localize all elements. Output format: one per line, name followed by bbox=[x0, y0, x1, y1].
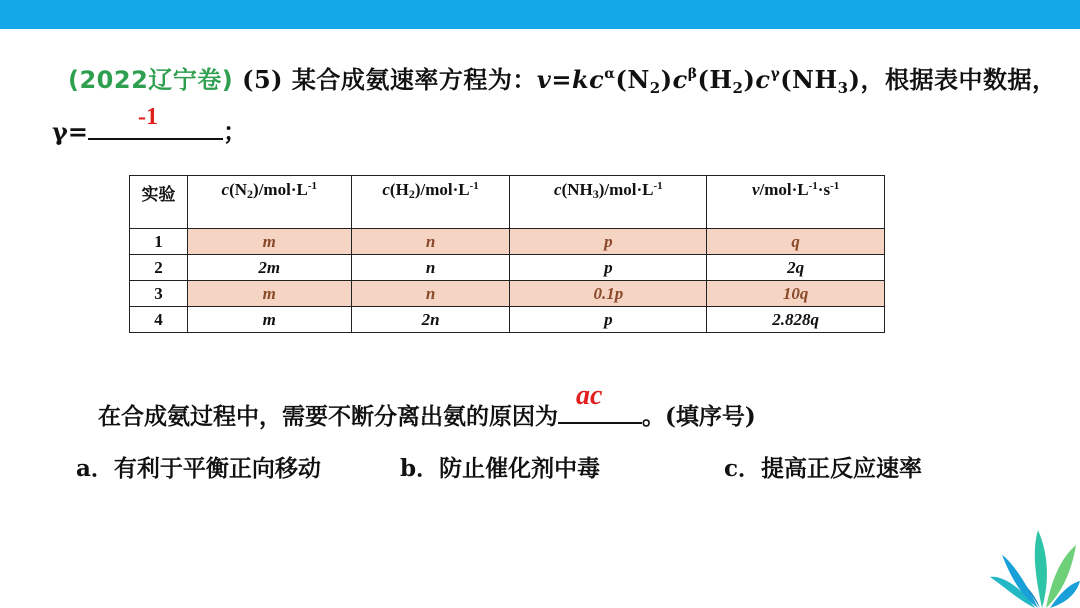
cell-c-n2: m bbox=[187, 307, 351, 333]
row-index: 3 bbox=[130, 281, 188, 307]
header-c-nh3: $c(NH3)/mol\cdot L^{-1}$ bbox=[510, 176, 707, 229]
cell-rate: 2q bbox=[707, 255, 885, 281]
cell-c-nh3: p bbox=[510, 229, 707, 255]
cell-rate: 10q bbox=[707, 281, 885, 307]
table-row bbox=[130, 229, 885, 255]
top-bar bbox=[0, 0, 1080, 29]
reason-blank bbox=[558, 380, 642, 424]
header-c-h2: $c(H2)/mol\cdot L^{-1}$ bbox=[351, 176, 510, 229]
reason-pre: 在合成氨过程中，需要不断分离出氨的原因为 bbox=[98, 403, 558, 430]
cell-c-h2: n bbox=[351, 255, 510, 281]
row-index: 1 bbox=[130, 229, 188, 255]
cell-c-n2: m bbox=[187, 229, 351, 255]
table-header-row bbox=[130, 176, 885, 229]
gamma-blank bbox=[88, 104, 223, 140]
cell-c-n2: 2m bbox=[187, 255, 351, 281]
cell-c-h2: n bbox=[351, 281, 510, 307]
reason-line bbox=[98, 380, 756, 431]
cell-c-h2: n bbox=[351, 229, 510, 255]
table-row bbox=[130, 281, 885, 307]
option-a: a．有利于平衡正向移动 bbox=[76, 455, 321, 482]
cell-rate: 2.828q bbox=[707, 307, 885, 333]
header-c-n2: $c(N2)/mol\cdot L^{-1}$ bbox=[187, 176, 351, 229]
cell-rate: q bbox=[707, 229, 885, 255]
lotus-logo-icon bbox=[990, 515, 1080, 608]
gamma-line bbox=[52, 104, 247, 147]
reason-post: 。(填序号) bbox=[642, 403, 756, 430]
question-stem-pre: 某合成氨速率方程为： bbox=[291, 65, 537, 94]
option-b: b．防止催化剂中毒 bbox=[400, 455, 601, 482]
cell-c-nh3: p bbox=[510, 307, 707, 333]
reason-answer: ac bbox=[576, 380, 603, 411]
table-row bbox=[130, 255, 885, 281]
cell-c-h2: 2n bbox=[351, 307, 510, 333]
option-c: c．提高正反应速率 bbox=[724, 455, 923, 482]
row-index: 4 bbox=[130, 307, 188, 333]
question-number: (5) bbox=[242, 65, 284, 94]
question-line bbox=[68, 60, 1056, 97]
gamma-tail: ； bbox=[222, 117, 247, 146]
header-rate: $v/mol\cdot L^{-1}\cdot s^{-1}$ bbox=[707, 176, 885, 229]
cell-c-n2: m bbox=[187, 281, 351, 307]
question-stem-post: ，根据表中数据， bbox=[860, 65, 1057, 94]
gamma-label: γ= bbox=[52, 117, 88, 146]
rate-equation: $v=kc^\alpha(N_2)c^\beta(H_2)c^\gamma(NH_3)$ bbox=[536, 65, 861, 97]
cell-c-nh3: 0.1p bbox=[510, 281, 707, 307]
table-row bbox=[130, 307, 885, 333]
data-table bbox=[129, 175, 885, 333]
row-index: 2 bbox=[130, 255, 188, 281]
question-source: (2022辽宁卷) bbox=[68, 66, 234, 94]
gamma-answer: -1 bbox=[137, 104, 158, 130]
header-experiment: 实验 bbox=[130, 176, 188, 229]
cell-c-nh3: p bbox=[510, 255, 707, 281]
